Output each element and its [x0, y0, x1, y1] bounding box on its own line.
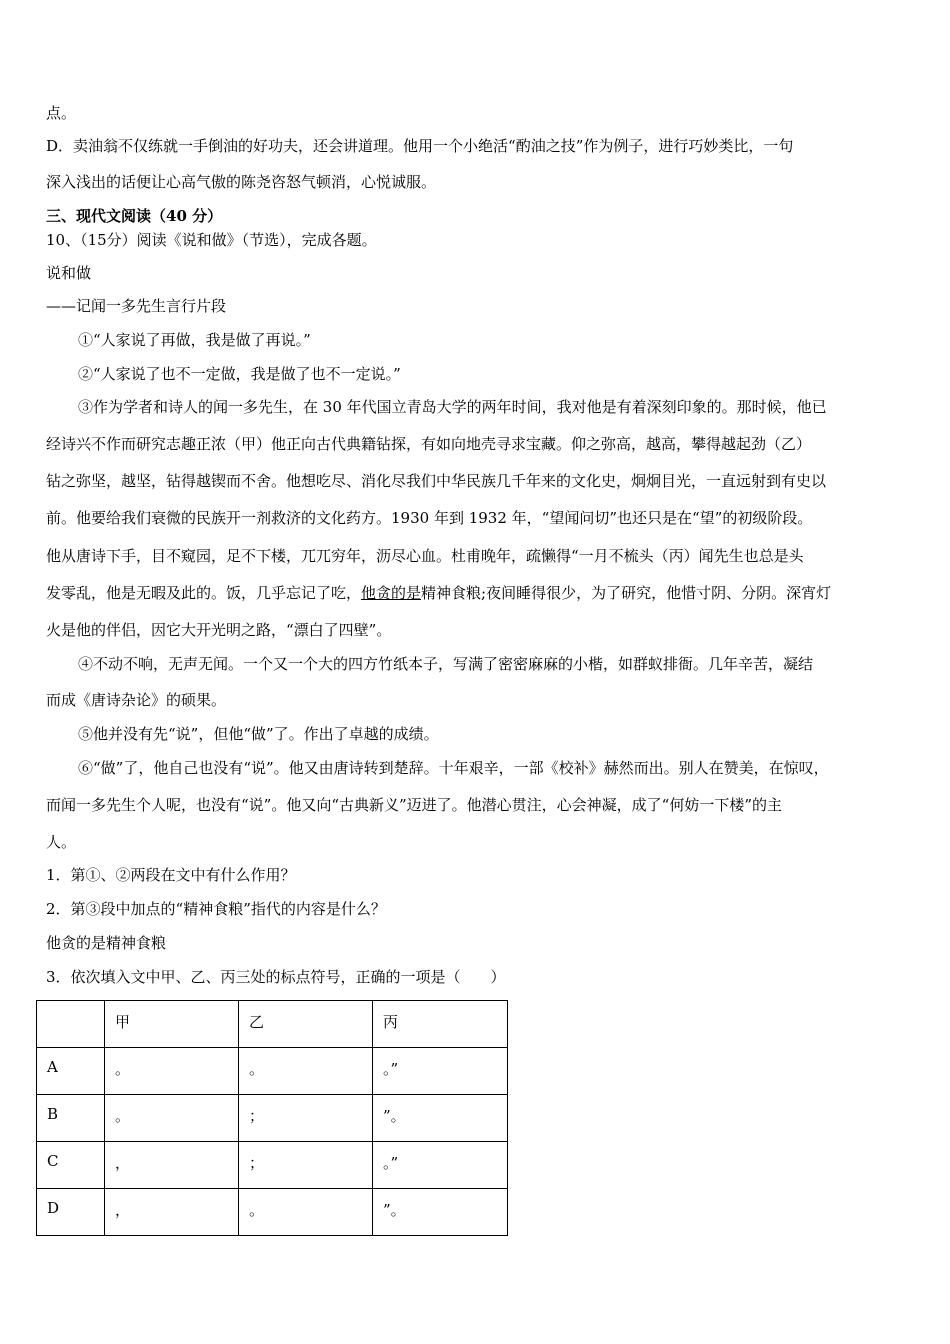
table-row: [37, 1095, 508, 1142]
question-3: 3．依次填入文中甲、乙、丙三处的标点符号，正确的一项是（ ）: [46, 968, 506, 986]
paragraph-3-line-4: 前。他要给我们衰微的民族开一剂救济的文化药方。1930 年到 1932 年，“望闻问切”也还只是在“望”的初级阶段。: [46, 509, 813, 527]
question-1: 1．第①、②两段在文中有什么作用？: [46, 866, 296, 884]
table-cell: 。”: [373, 1142, 508, 1189]
table-cell: ；: [239, 1095, 373, 1142]
option-label: A: [37, 1048, 105, 1095]
option-d-line-2: 深入浅出的话便让心高气傲的陈尧咨怒气顿消，心悦诚服。: [46, 173, 437, 191]
table-header-row: [37, 1001, 508, 1048]
table-cell: 。: [105, 1095, 239, 1142]
question-intro: 10、（15分）阅读《说和做》（节选），完成各题。: [46, 231, 377, 249]
punctuation-options-table: [36, 1000, 508, 1236]
table-header-cell: 丙: [373, 1001, 508, 1048]
option-label: B: [37, 1095, 105, 1142]
table-cell: ；: [239, 1142, 373, 1189]
table-header-cell: 甲: [105, 1001, 239, 1048]
table-row: [37, 1189, 508, 1236]
paragraph-1: ①“人家说了再做，我是做了再说。”: [78, 331, 311, 349]
question-2-note: 他贪的是精神食粮: [46, 934, 167, 952]
passage-title: 说和做: [46, 264, 92, 282]
paragraph-3-line-6: [46, 582, 831, 604]
table-cell: ，: [105, 1142, 239, 1189]
paragraph-6-line-2: 而闻一多先生个人呢，也没有“说”。他又向“古典新义”迈进了。他潜心贯注，心会神凝，成了“何妨一下楼”的主: [46, 796, 783, 814]
section-heading: 三、现代文阅读（40 分）: [46, 207, 223, 225]
line-6-start: 发零乱，他是无暇及此的。饭，几乎忘记了吃，: [46, 584, 362, 602]
paragraph-3-line-1: ③作为学者和诗人的闻一多先生，在 30 年代国立青岛大学的两年时间，我对他是有着深刻印象的。那时候，他已: [78, 398, 827, 416]
passage-subtitle: ——记闻一多先生言行片段: [46, 297, 227, 315]
table-cell: 。: [239, 1048, 373, 1095]
paragraph-3-line-3: 钻之弥坚，越坚，钻得越锲而不舍。他想吃尽、消化尽我们中华民族几千年来的文化史，炯炯目光，一直远射到有史以: [46, 472, 827, 490]
option-label: C: [37, 1142, 105, 1189]
table-header-cell: 乙: [239, 1001, 373, 1048]
table-cell: 。: [239, 1189, 373, 1236]
table-cell: 。: [105, 1048, 239, 1095]
table-cell: ”。: [373, 1095, 508, 1142]
paragraph-6-line-3: 人。: [46, 833, 77, 851]
table-cell: 。”: [373, 1048, 508, 1095]
paragraph-4-line-1: ④不动不响，无声无闻。一个又一个大的四方竹纸本子，写满了密密麻麻的小楷，如群蚁排衙。几年辛苦，凝结: [78, 655, 814, 673]
option-d-line-1: D．卖油翁不仅练就一手倒油的好功夫，还会讲道理。他用一个小绝活“酌油之技”作为例子，进行巧妙类比，一句: [46, 137, 794, 155]
underlined-phrase: 他贪的是: [361, 584, 422, 602]
paragraph-3-line-2: 经诗兴不作而研究志趣正浓（甲）他正向古代典籍钻探，有如向地壳寻求宝藏。仰之弥高，越高，攀得越起劲（乙）: [46, 435, 812, 453]
table-cell: ，: [105, 1189, 239, 1236]
paragraph-3-line-5: 他从唐诗下手，目不窥园，足不下楼，兀兀穷年，沥尽心血。杜甫晚年，疏懒得“一月不梳头（丙）闻先生也总是头: [46, 547, 804, 565]
paragraph-5: ⑤他并没有先“说”，但他“做”了。作出了卓越的成绩。: [78, 725, 439, 743]
paragraph-4-line-2: 而成《唐诗杂论》的硕果。: [46, 691, 227, 709]
line-6-end: 精神食粮;夜间睡得很少，为了研究，他惜寸阴、分阴。深宵灯: [421, 584, 832, 602]
paragraph-6-line-1: ⑥“做”了，他自己也没有“说”。他又由唐诗转到楚辞。十年艰辛，一部《校补》赫然而出。别人在赞美，在惊叹，: [78, 759, 829, 777]
table-row: [37, 1048, 508, 1095]
table-row: [37, 1142, 508, 1189]
table-cell: ”。: [373, 1189, 508, 1236]
table-header-cell: [37, 1001, 105, 1048]
paragraph-2: ②“人家说了也不一定做，我是做了也不一定说。”: [78, 365, 401, 383]
prev-answer-tail: 点。: [46, 104, 77, 122]
option-label: D: [37, 1189, 105, 1236]
question-2: 2．第③段中加点的“精神食粮”指代的内容是什么？: [46, 900, 386, 918]
paragraph-3-line-7: 火是他的伴侣，因它大开光明之路，“漂白了四壁”。: [46, 621, 392, 639]
